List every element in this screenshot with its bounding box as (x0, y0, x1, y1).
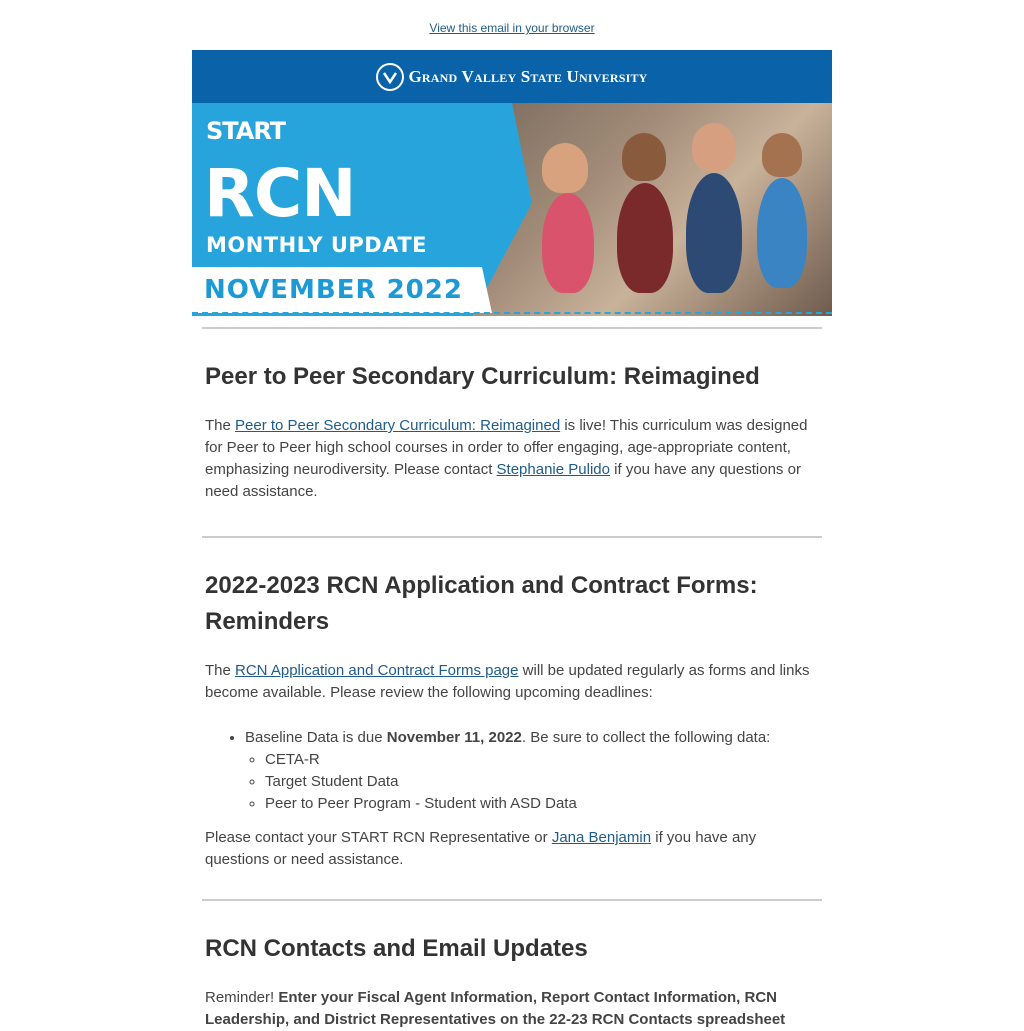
reminder-bold-text: Enter your Fiscal Agent Information, Report Contact Information, RCN Leadership, and District Representatives on the 22-23 RCN Contacts spreadsheet (205, 989, 786, 1028)
text-span: The (205, 417, 236, 434)
children-photo (472, 103, 832, 316)
start-logo: START (206, 117, 286, 145)
section-heading: 2022-2023 RCN Application and Contract Forms: Reminders (205, 572, 758, 635)
banner-date: NOVEMBER 2022 (204, 275, 463, 305)
forms-page-link[interactable]: RCN Application and Contract Forms page (235, 662, 519, 679)
section-paragraph (205, 660, 819, 704)
section-heading: RCN Contacts and Email Updates (205, 935, 588, 962)
text-span: The (205, 662, 236, 679)
banner-subtitle: MONTHLY UPDATE (206, 233, 428, 257)
list-item: ◦ Target Student Data (265, 771, 819, 793)
text-span: if you have any questions or need assistance. (205, 461, 801, 500)
preheader (0, 0, 1024, 50)
deadline-list (205, 727, 819, 749)
deadline-date: November 11, 2022 (386, 729, 522, 746)
curriculum-link[interactable]: Peer to Peer Secondary Curriculum: Reimagined (235, 417, 561, 434)
list-item: ◦ CETA-R (265, 749, 819, 771)
jana-benjamin-link[interactable]: Jana Benjamin (551, 829, 652, 846)
stephanie-pulido-link[interactable]: Stephanie Pulido (496, 461, 610, 478)
view-in-browser-link[interactable]: View this email in your browser (429, 21, 595, 35)
section-paragraph (205, 827, 819, 871)
email-header (192, 50, 832, 316)
data-list (205, 749, 819, 815)
section-paragraph (205, 987, 819, 1031)
gvsu-emblem-icon (376, 63, 404, 91)
text-span: Reminder! (205, 989, 279, 1006)
banner-dashed-line (192, 312, 832, 314)
section-paragraph (205, 415, 819, 503)
university-name: Grand Valley State University (408, 66, 648, 86)
banner-title: RCN (204, 155, 356, 232)
text-span: is live! This curriculum was designed for Peer to Peer high school courses in order to offer engaging, age-appropriate content, emphasizing neurodiversity. Please contact (205, 417, 808, 478)
section-contacts (192, 901, 832, 1031)
text-span: Please contact your START RCN Representative or (205, 829, 552, 846)
gvsu-logo (376, 63, 647, 91)
text-span: will be updated regularly as forms and links become available. Please review the following upcoming deadlines: (205, 662, 810, 701)
hero-banner (192, 103, 832, 316)
text-span: if you have any questions or need assistance. (205, 829, 757, 868)
gvsu-header-bar (192, 50, 832, 103)
section-curriculum (192, 329, 832, 503)
section-forms (192, 538, 832, 871)
section-heading: Peer to Peer Secondary Curriculum: Reimagined (205, 363, 760, 390)
email-body (192, 316, 832, 1031)
text-span: . Be sure to collect the following data: (521, 729, 771, 746)
list-item: ◦ Peer to Peer Program - Student with ASD Data (265, 793, 819, 815)
gvsu-emblem-svg (382, 69, 398, 85)
text-span: Baseline Data is due (245, 729, 387, 746)
list-item (245, 727, 819, 749)
